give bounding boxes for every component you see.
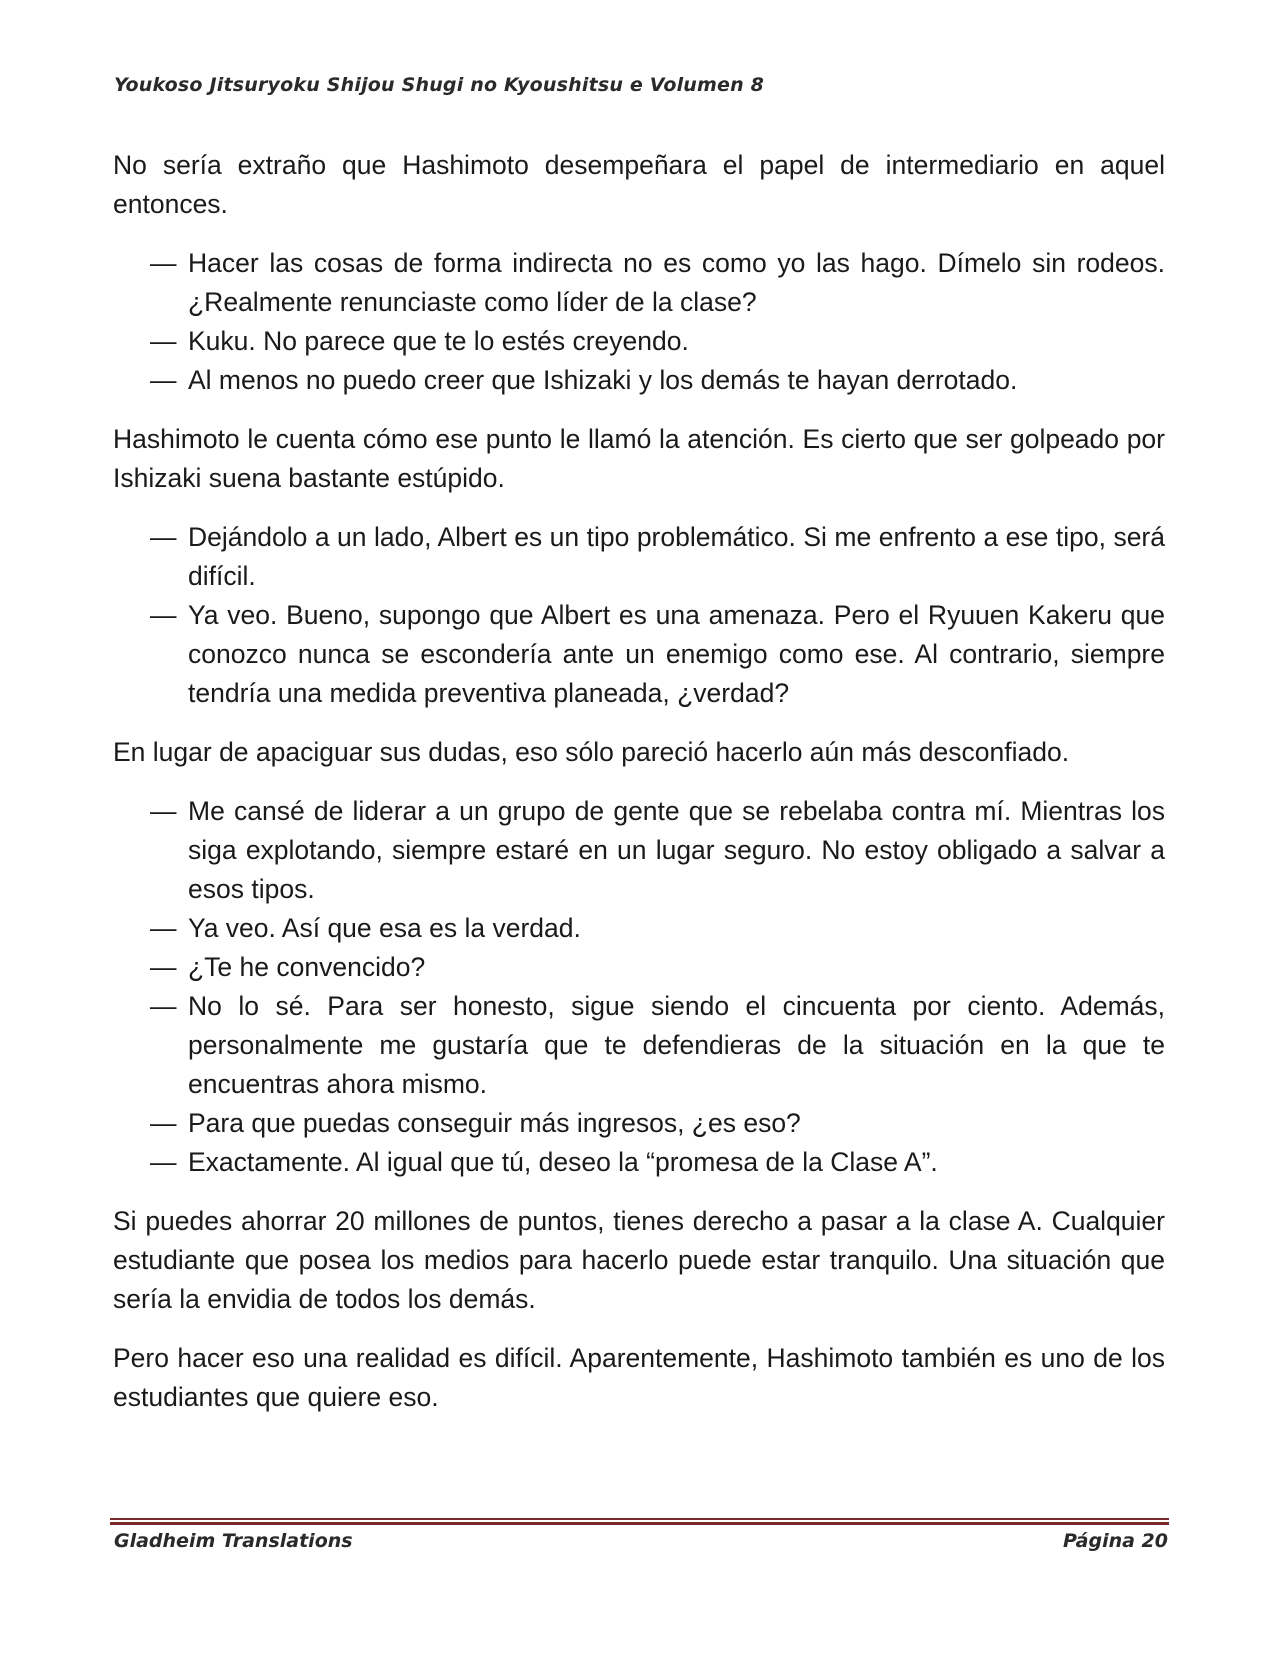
footer-credit: Gladheim Translations	[114, 1530, 353, 1552]
em-dash: —	[150, 326, 177, 356]
dialogue-line	[150, 987, 1165, 1104]
dialogue-block	[113, 792, 1165, 1182]
dialogue-line	[150, 1143, 1165, 1182]
em-dash: —	[150, 952, 177, 982]
em-dash: —	[150, 365, 177, 395]
dialogue-text: Ya veo. Bueno, supongo que Albert es una amenaza. Pero el Ryuuen Kakeru que conozco nunca se escondería ante un enemigo como ese. Al contrario, siempre tendría una medida preventiva planeada, ¿verdad?	[188, 600, 1165, 708]
dialogue-line	[150, 596, 1165, 713]
dialogue-text: Kuku. No parece que te lo estés creyendo.	[188, 326, 689, 356]
dialogue-text: ¿Te he convencido?	[188, 952, 426, 982]
em-dash: —	[150, 600, 177, 630]
em-dash: —	[150, 796, 177, 826]
dialogue-text: Ya veo. Así que esa es la verdad.	[188, 913, 581, 943]
dialogue-line	[150, 792, 1165, 909]
em-dash: —	[150, 1147, 177, 1177]
dialogue-line	[150, 1104, 1165, 1143]
dialogue-line	[150, 518, 1165, 596]
paragraph: En lugar de apaciguar sus dudas, eso sólo pareció hacerlo aún más desconfiado.	[113, 737, 1070, 767]
paragraph: Hashimoto le cuenta cómo ese punto le llamó la atención. Es cierto que ser golpeado por Ishizaki suena bastante estúpido.	[113, 424, 1165, 493]
dialogue-line	[150, 361, 1165, 400]
dialogue-line	[150, 948, 1165, 987]
footer-divider	[110, 1518, 1169, 1525]
em-dash: —	[150, 522, 177, 552]
em-dash: —	[150, 991, 177, 1021]
em-dash: —	[150, 248, 177, 278]
dialogue-text: No lo sé. Para ser honesto, sigue siendo el cincuenta por ciento. Además, personalmente me gustaría que te defendieras de la situación en la que te encuentras ahora mismo.	[188, 991, 1165, 1099]
dialogue-line	[150, 244, 1165, 322]
em-dash: —	[150, 1108, 177, 1138]
dialogue-text: Dejándolo a un lado, Albert es un tipo problemático. Si me enfrento a ese tipo, será difícil.	[188, 522, 1165, 591]
dialogue-block	[113, 518, 1165, 713]
paragraph: No sería extraño que Hashimoto desempeñara el papel de intermediario en aquel entonces.	[113, 150, 1165, 219]
dialogue-text: Me cansé de liderar a un grupo de gente que se rebelaba contra mí. Mientras los siga explotando, siempre estaré en un lugar seguro. No estoy obligado a salvar a esos tipos.	[188, 796, 1165, 904]
dialogue-line	[150, 909, 1165, 948]
running-header: Youkoso Jitsuryoku Shijou Shugi no Kyoushitsu e Volumen 8	[114, 74, 765, 96]
page-number: Página 20	[1062, 1530, 1168, 1552]
dialogue-line	[150, 322, 1165, 361]
dialogue-block	[113, 244, 1165, 400]
paragraph: Si puedes ahorrar 20 millones de puntos, tienes derecho a pasar a la clase A. Cualquier estudiante que posea los medios para hacerlo puede estar tranquilo. Una situación que sería la envidia de todos los demás.	[113, 1206, 1165, 1314]
dialogue-text: Exactamente. Al igual que tú, deseo la “promesa de la Clase A”.	[188, 1147, 938, 1177]
paragraph: Pero hacer eso una realidad es difícil. Aparentemente, Hashimoto también es uno de los estudiantes que quiere eso.	[113, 1343, 1165, 1412]
em-dash: —	[150, 913, 177, 943]
dialogue-text: Para que puedas conseguir más ingresos, ¿es eso?	[188, 1108, 801, 1138]
page-body	[113, 146, 1165, 1437]
dialogue-text: Hacer las cosas de forma indirecta no es como yo las hago. Dímelo sin rodeos. ¿Realmente renunciaste como líder de la clase?	[188, 248, 1165, 317]
dialogue-text: Al menos no puedo creer que Ishizaki y los demás te hayan derrotado.	[188, 365, 1018, 395]
